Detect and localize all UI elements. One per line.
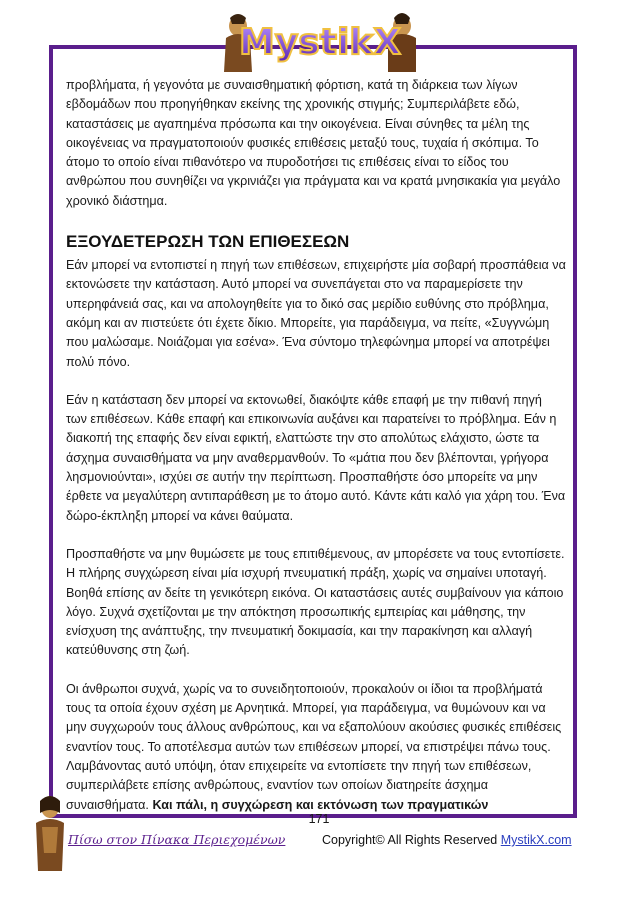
paragraph-1: Εάν μπορεί να εντοπιστεί η πηγή των επιθέσεων, επιχειρήστε μία σοβαρή προσπάθεια να εκτονώσετε την κατάσταση. Αυτό μπορεί να συνεπάγεται στο να παραμερίσετε την υπερηφάνειά σας, και να απολογηθείτε για το δικό σας μερίδιο ευθύνης στο πρόβλημα, ακόμη και αν πιστεύετε ότι έχετε δίκιο. Μπορείτε, για παράδειγμα, να πείτε, «Συγγνώμη που μαλώσαμε. Νοιάζομαι για εσένα». Ένα σύντομο τηλεφώνημα μπορεί να αποτρέψει πολύ πόνο. (66, 258, 566, 369)
copyright-notice (322, 833, 572, 847)
paragraph-4 (66, 680, 566, 815)
footer-figure-icon (30, 793, 70, 873)
page-number: 171 (308, 812, 330, 826)
paragraph-intro: προβλήματα, ή γεγονότα με συναισθηματική φόρτιση, κατά τη διάρκεια των λίγων εβδομάδων που προηγήθηκαν εκείνης της χρονικής στιγμής; Συμπεριλάβετε εδώ, καταστάσεις με αγαπημένα πρόσωπα και την οικογένεια. Είναι σύνηθες τα μέλη της οικογένειας να πραγματοποιούν φυσικές επιθέσεις μεταξύ τους, τυχαία ή σκόπιμα. Το άτομο το οποίο είναι πιθανότερο να πυροδοτήσει τις επιθέσεις είναι το είδος του ανθρώπου που συνηθίζει να γκρινιάζει για πράγματα και να κρατά μνησικακία για μεγάλο χρονικό διάστημα. (66, 78, 561, 208)
mystikx-logo (222, 4, 418, 74)
paragraph-4-bold: Και πάλι, η συγχώρεση και εκτόνωση των πραγματικών (152, 797, 489, 812)
mystikx-site-link[interactable]: MystikX.com (500, 833, 572, 847)
copyright-text: Copyright© All Rights Reserved (322, 833, 501, 847)
page-content (66, 76, 566, 815)
paragraph-3: Προσπαθήστε να μην θυμώσετε με τους επιτιθέμενους, αν μπορέσετε να τους εντοπίσετε. Η πλήρης συγχώρεση είναι μία ισχυρή πνευματική πράξη, χωρίς να σημαίνει υποταγή. Βοηθά επίσης αν δείτε τη γενικότερη εικόνα. Οι καταστάσεις αυτές συμβαίνουν για κάποιο λόγο. Συχνά σχετίζονται με την απόκτηση προσωπικής εμπειρίας και μάθησης, την ενίσχυση της ανάπτυξης, την πνευματική δοκιμασία, και την παρακίνηση και αλλαγή κατεύθυνσης στη ζωή. (66, 546, 565, 658)
back-to-contents-link[interactable]: Πίσω στον Πίνακα Περιεχομένων (68, 832, 286, 847)
section-heading: ΕΞΟΥΔΕΤΕΡΩΣΗ ΤΩΝ ΕΠΙΘΕΣΕΩΝ (66, 232, 350, 252)
logo-text: MystikX (239, 22, 401, 63)
paragraph-4-text: Οι άνθρωποι συχνά, χωρίς να το συνειδητοποιούν, προκαλούν οι ίδιοι τα προβλήματά τους τα οποία έχουν σχέση με Αρνητικά. Μπορεί, για παράδειγμα, να θυμώνουν και να μην συγχωρούν τους άλλους ανθρώπους, και να εξαπολύουν ακούσιες φυσικές επιθέσεις εναντίον τους. Το αποτέλεσμα αυτών των επιθέσεων μπορεί, να επιστρέψει πάνω τους. Λαμβάνοντας αυτό υπόψη, όταν επιχειρείτε να εντοπίσετε την πηγή των επιθέσεων, συμπεριλάβετε επίσης ανθρώπους, εναντίον των οποίων διατηρείτε άσχημα συναισθήματα. (66, 681, 562, 812)
paragraph-2: Εάν η κατάσταση δεν μπορεί να εκτονωθεί, διακόψτε κάθε επαφή με την πιθανή πηγή των επιθέσεων. Κάθε επαφή και επικοινωνία αυξάνει και παρατείνει το πρόβλημα. Εάν η διακοπή της επαφής δεν είναι εφικτή, ελαττώστε την στο απολύτως ελάχιστο, ώστε τα άσχημα συναισθήματα να μην αναθερμανθούν. Το «μάτια που δεν βλέπονται, γρήγορα λησμονιούνται», ισχύει σε αυτήν την περίπτωση. Προσπαθήστε όσο μπορείτε να μην έρθετε να μεγαλύτερη αντιπαράθεση με το άτομο αυτό. Κάντε κάτι καλό για χάρη του. Ένα δώρο-έκπληξη μπορεί να κάνει θαύματα. (66, 392, 566, 523)
